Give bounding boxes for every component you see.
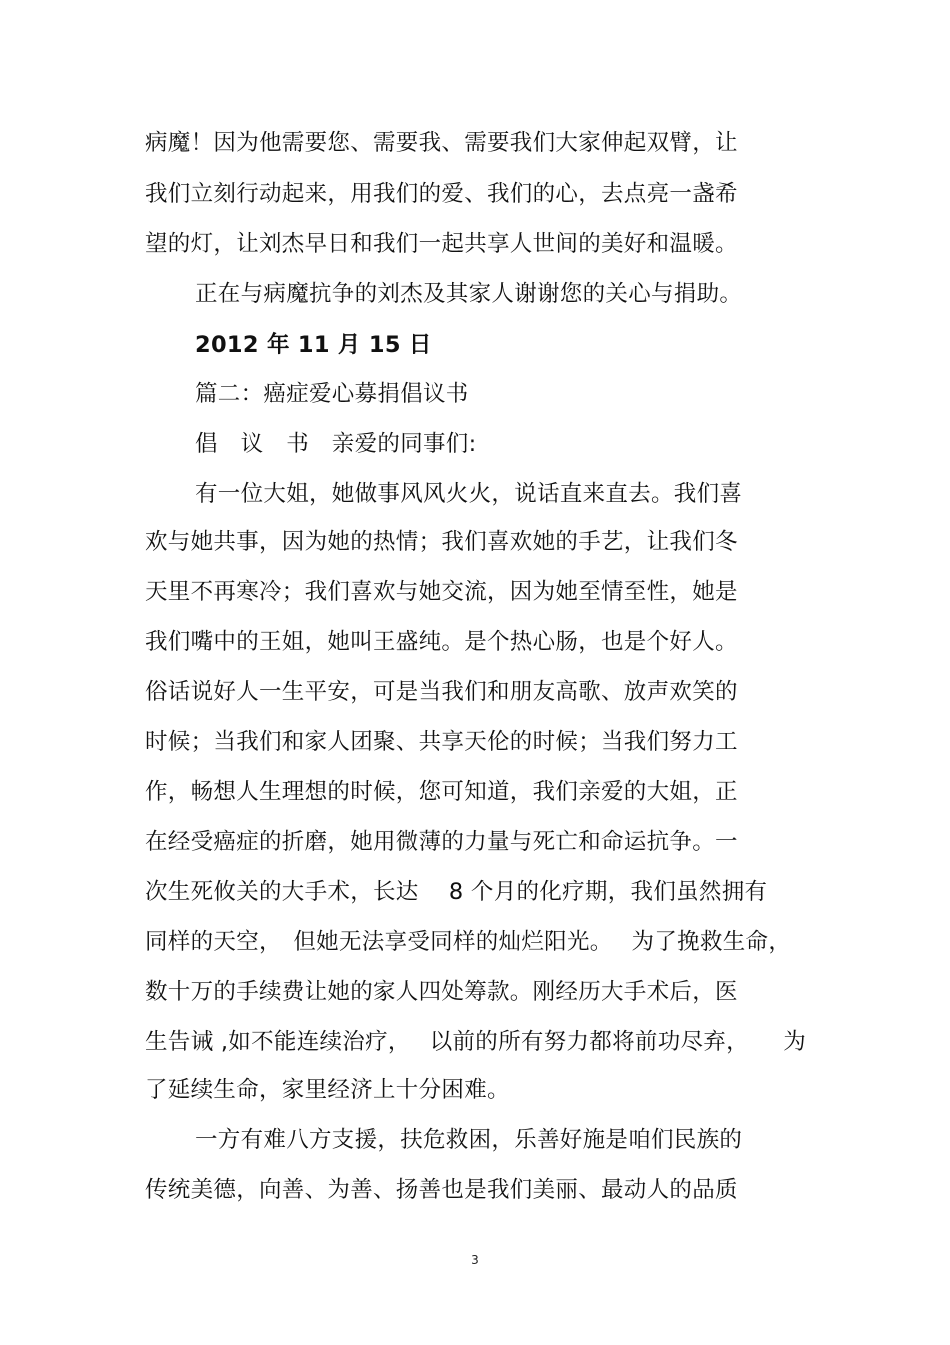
body-text-line: 时候；当我们和家人团聚、共享天伦的时候；当我们努力工 <box>145 729 738 755</box>
body-text-line: 望的灯，让刘杰早日和我们一起共享人世间的美好和温暖。 <box>145 231 738 257</box>
page-number: 3 <box>471 1253 479 1267</box>
body-text-line: 生告诫 ,如不能连续治疗， 以前的所有努力都将前功尽弃， 为 <box>145 1029 807 1055</box>
body-text-line: 了延续生命，家里经济上十分困难。 <box>145 1077 510 1103</box>
body-text-line: 我们嘴中的王姐，她叫王盛纯。是个热心肠，也是个好人。 <box>145 629 738 655</box>
body-text-line: 正在与病魔抗争的刘杰及其家人谢谢您的关心与捐助。 <box>195 281 743 307</box>
body-text-line: 同样的天空， 但她无法享受同样的灿烂阳光。 为了挽救生命， <box>145 929 792 955</box>
section-heading: 篇二：癌症爱心募捐倡议书 <box>195 381 469 407</box>
body-text-line: 欢与她共事，因为她的热情；我们喜欢她的手艺，让我们冬 <box>145 529 738 555</box>
letter-title-and-salutation: 倡 议 书 亲爱的同事们: <box>195 431 477 457</box>
body-text-line: 作，畅想人生理想的时候，您可知道，我们亲爱的大姐，正 <box>145 779 738 805</box>
body-text-line: 在经受癌症的折磨，她用微薄的力量与死亡和命运抗争。一 <box>145 829 738 855</box>
body-text-line: 一方有难八方支援，扶危救困，乐善好施是咱们民族的 <box>195 1127 743 1153</box>
body-text-line: 俗话说好人一生平安，可是当我们和朋友高歌、放声欢笑的 <box>145 679 738 705</box>
body-text-line: 病魔！因为他需要您、需要我、需要我们大家伸起双臂，让 <box>145 130 738 156</box>
date-line: 2012 年 11 月 15 日 <box>195 332 432 358</box>
body-text-line: 我们立刻行动起来，用我们的爱、我们的心，去点亮一盏希 <box>145 181 738 207</box>
body-text-line: 有一位大姐，她做事风风火火，说话直来直去。我们喜 <box>195 481 743 507</box>
body-text-line: 数十万的手续费让她的家人四处筹款。刚经历大手术后，医 <box>145 979 738 1005</box>
body-text-line: 天里不再寒冷；我们喜欢与她交流，因为她至情至性，她是 <box>145 579 738 605</box>
body-text-line: 传统美德，向善、为善、扬善也是我们美丽、最动人的品质 <box>145 1177 738 1203</box>
body-text-line: 次生死攸关的大手术，长达 8 个月的化疗期，我们虽然拥有 <box>145 879 768 905</box>
